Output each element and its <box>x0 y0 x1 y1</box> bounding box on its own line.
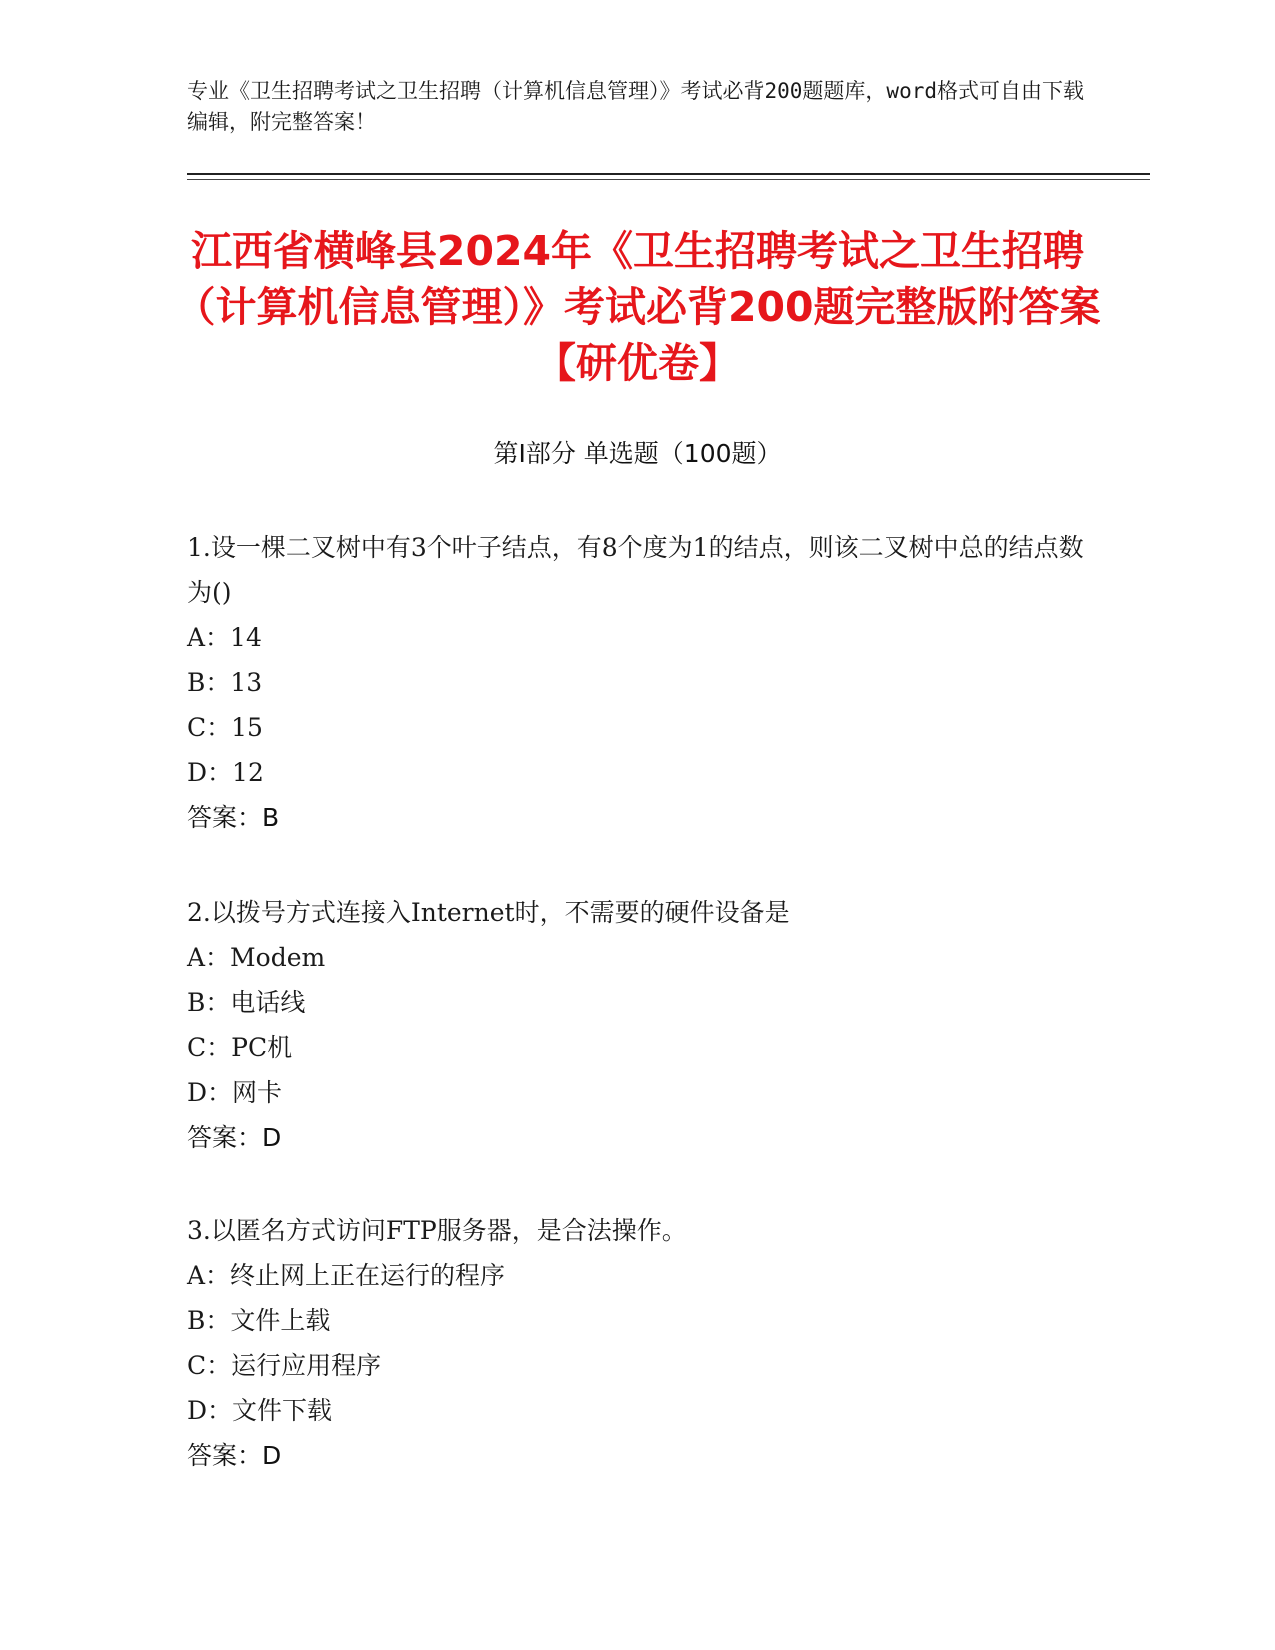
option-a: A：14 <box>187 623 262 652</box>
option-a: A：终止网上正在运行的程序 <box>187 1261 506 1290</box>
answer-line: 答案：D <box>187 1441 282 1470</box>
answer-line: 答案：B <box>187 803 280 832</box>
question-item <box>187 1208 1087 1478</box>
option-b: B：文件上载 <box>187 1306 331 1335</box>
option-c: C：15 <box>187 713 263 742</box>
option-c: C：运行应用程序 <box>187 1351 382 1380</box>
question-stem: 2.以拨号方式连接入Internet时，不需要的硬件设备是 <box>187 898 790 927</box>
section-heading: 第Ⅰ部分 单选题（100题） <box>493 439 782 468</box>
option-d: D：文件下载 <box>187 1396 333 1425</box>
question-item <box>187 525 1087 840</box>
document-title: 江西省横峰县2024年《卫生招聘考试之卫生招聘（计算机信息管理）》考试必背200题完整版附答案【研优卷】 <box>174 227 1101 387</box>
option-d: D：12 <box>187 758 264 787</box>
option-b: B：电话线 <box>187 988 306 1017</box>
question-stem: 3.以匿名方式访问FTP服务器，是合法操作。 <box>187 1216 687 1245</box>
option-d: D：网卡 <box>187 1078 283 1107</box>
header-note: 专业《卫生招聘考试之卫生招聘（计算机信息管理）》考试必背200题题库，word格式可自由下载编辑，附完整答案！ <box>187 79 1084 134</box>
option-c: C：PC机 <box>187 1033 293 1062</box>
question-stem: 1.设一棵二叉树中有3个叶子结点，有8个度为1的结点，则该二叉树中总的结点数为() <box>187 533 1084 607</box>
header-divider-thin <box>187 179 1150 180</box>
answer-line: 答案：D <box>187 1123 282 1152</box>
option-b: B：13 <box>187 668 263 697</box>
option-a: A：Modem <box>187 943 326 972</box>
question-item <box>187 890 1087 1160</box>
header-divider-thick <box>187 173 1150 175</box>
